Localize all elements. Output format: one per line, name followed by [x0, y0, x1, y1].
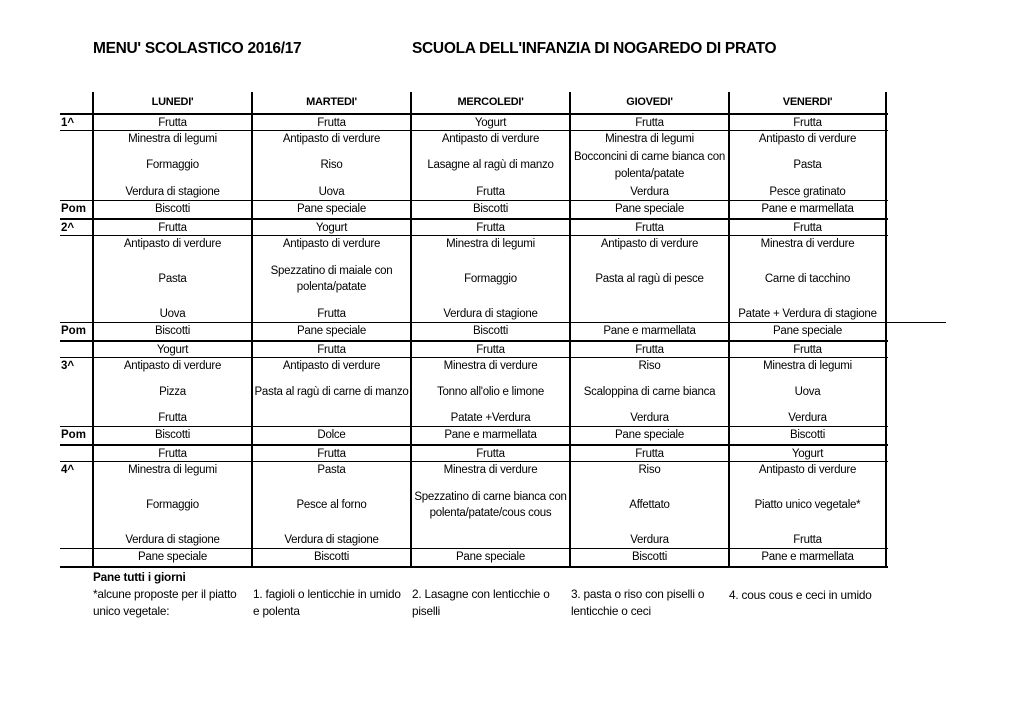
- dish: Formaggio: [146, 159, 199, 172]
- dish: [572, 306, 727, 322]
- table-row: [60, 426, 888, 444]
- dish: Antipasto di verdure: [282, 133, 381, 145]
- dish: Lasagne al ragù di manzo: [427, 159, 554, 172]
- main-course-cell: [728, 462, 887, 548]
- table-row: [60, 340, 888, 357]
- main-course-cell: [569, 358, 728, 426]
- fruit-cell: Yogurt: [92, 342, 251, 357]
- main-course-cell: [728, 236, 887, 322]
- dish: Affettato: [629, 498, 670, 511]
- snack-cell: Pane speciale: [569, 201, 728, 218]
- table-row: [60, 200, 888, 218]
- proposals-intro: *alcune proposte per il piatto unico vegetale:: [93, 587, 237, 618]
- main-course-cell: [410, 131, 569, 200]
- snack-cell: Pane speciale: [569, 427, 728, 444]
- main-course-cell: [251, 131, 410, 200]
- day-header: MARTEDI': [251, 92, 410, 113]
- proposal-item: 4. cous cous e ceci in umido: [729, 588, 872, 602]
- main-course-cell: [92, 236, 251, 322]
- snack-cell: Biscotti: [251, 549, 410, 566]
- dish: [254, 410, 409, 426]
- table-row: [60, 444, 888, 461]
- week-label: [60, 549, 92, 566]
- table-row: [60, 130, 888, 200]
- dish: Uova: [794, 385, 821, 398]
- snack-cell: Pane speciale: [92, 549, 251, 566]
- fruit-cell: Frutta: [569, 220, 728, 235]
- snack-cell: Pane speciale: [410, 549, 569, 566]
- week-label: [60, 342, 92, 357]
- dish: Pesce al forno: [296, 498, 367, 511]
- snack-cell: Biscotti: [92, 323, 251, 340]
- table-row: [60, 235, 888, 322]
- dish: [413, 532, 568, 548]
- main-course-cell: [251, 358, 410, 426]
- dish: Carne di tacchino: [764, 272, 851, 285]
- snack-cell: Dolce: [251, 427, 410, 444]
- table-row: [60, 357, 888, 426]
- dish: Uova: [159, 307, 186, 320]
- dish: Riso: [320, 159, 343, 172]
- fruit-cell: Frutta: [92, 220, 251, 235]
- fruit-cell: Frutta: [251, 115, 410, 130]
- dish: Patate +Verdura: [450, 411, 531, 424]
- main-course-cell: [569, 462, 728, 548]
- dish: Minestra di legumi: [605, 133, 694, 145]
- dish: Frutta: [793, 533, 822, 546]
- dish: Tonno all'olio e limone: [436, 385, 545, 398]
- fruit-cell: Frutta: [728, 342, 887, 357]
- main-course-cell: [569, 236, 728, 322]
- dish: Verdura: [630, 411, 669, 424]
- table-row: [60, 113, 888, 130]
- dish: Antipasto di verdure: [123, 238, 222, 250]
- fruit-cell: Frutta: [410, 342, 569, 357]
- week-label: [60, 131, 92, 200]
- dish: Minestra di legumi: [128, 133, 217, 145]
- dish: Antipasto di verdure: [282, 238, 381, 250]
- dish: Riso: [638, 360, 661, 372]
- dish: Antipasto di verdure: [600, 238, 699, 250]
- fruit-cell: Frutta: [251, 446, 410, 461]
- menu-title: MENU' SCOLASTICO 2016/17: [93, 40, 302, 57]
- dish: Minestra di verdure: [760, 238, 855, 250]
- dish: Formaggio: [146, 498, 199, 511]
- snack-cell: Pane e marmellata: [728, 201, 887, 218]
- fruit-cell: Frutta: [410, 220, 569, 235]
- snack-cell: Pane e marmellata: [569, 323, 728, 340]
- week-label: Pom: [61, 325, 86, 337]
- dish: Frutta: [158, 411, 187, 424]
- dish: Antipasto di verdure: [441, 133, 540, 145]
- main-course-cell: [569, 131, 728, 200]
- fruit-cell: Frutta: [569, 115, 728, 130]
- divider: [888, 322, 946, 323]
- table-row: [60, 548, 888, 566]
- dish: Pasta al ragù di pesce: [595, 273, 704, 285]
- week-label: Pom: [61, 429, 86, 441]
- fruit-cell: Frutta: [569, 342, 728, 357]
- dish: Verdura: [630, 185, 669, 198]
- main-course-cell: [728, 131, 887, 200]
- main-course-cell: [410, 462, 569, 548]
- dish: Minestra di legumi: [128, 464, 217, 476]
- fruit-cell: Frutta: [569, 446, 728, 461]
- main-course-cell: [728, 358, 887, 426]
- snack-cell: Biscotti: [92, 201, 251, 218]
- dish: Pizza: [159, 385, 186, 398]
- dish: Riso: [638, 464, 661, 476]
- dish: Scaloppina di carne bianca: [583, 385, 716, 398]
- dish: Antipasto di verdure: [758, 464, 857, 476]
- fruit-cell: Frutta: [251, 342, 410, 357]
- dish: Frutta: [317, 307, 346, 320]
- week-label: [60, 236, 92, 322]
- fruit-cell: Frutta: [92, 115, 251, 130]
- dish: Bocconcini di carne bianca con polenta/patate: [573, 151, 726, 180]
- dish: Antipasto di verdure: [282, 360, 381, 372]
- main-course-cell: [410, 358, 569, 426]
- day-header: MERCOLEDI': [410, 92, 569, 113]
- school-title: SCUOLA DELL'INFANZIA DI NOGAREDO DI PRATO: [412, 40, 777, 57]
- snack-cell: Biscotti: [728, 427, 887, 444]
- snack-cell: Biscotti: [569, 549, 728, 566]
- menu-table: [60, 92, 888, 568]
- snack-cell: Biscotti: [410, 323, 569, 340]
- main-course-cell: [410, 236, 569, 322]
- fruit-cell: Frutta: [410, 446, 569, 461]
- dish: Spezzatino di maiale con polenta/patate: [270, 264, 393, 293]
- main-course-cell: [92, 131, 251, 200]
- dish: Pasta al ragù di carne di manzo: [254, 386, 409, 398]
- week-label: 1^: [61, 117, 75, 129]
- snack-cell: Pane e marmellata: [410, 427, 569, 444]
- main-course-cell: [92, 358, 251, 426]
- fruit-cell: Yogurt: [410, 115, 569, 130]
- dish: Pasta: [793, 159, 822, 172]
- week-label: [60, 92, 92, 113]
- proposal-item: 1. fagioli o lenticchie in umido e polenta: [253, 587, 401, 618]
- fruit-cell: Frutta: [92, 446, 251, 461]
- footer-notes: [93, 569, 872, 618]
- main-course-cell: [92, 462, 251, 548]
- week-label: 4^: [61, 464, 75, 476]
- dish: Antipasto di verdure: [758, 133, 857, 145]
- fruit-cell: Frutta: [728, 115, 887, 130]
- day-header: VENERDI': [728, 92, 887, 113]
- week-label: 3^: [61, 360, 75, 372]
- dish: Verdura: [630, 533, 669, 546]
- bread-note: Pane tutti i giorni: [93, 570, 186, 584]
- week-label: Pom: [61, 203, 86, 215]
- dish: Pasta: [317, 464, 346, 476]
- snack-cell: Pane speciale: [251, 323, 410, 340]
- dish: Verdura di stagione: [443, 307, 538, 320]
- fruit-cell: Yogurt: [251, 220, 410, 235]
- snack-cell: Biscotti: [92, 427, 251, 444]
- main-course-cell: [251, 236, 410, 322]
- dish: Pasta: [158, 272, 187, 285]
- snack-cell: Pane speciale: [728, 323, 887, 340]
- table-row: [60, 218, 888, 235]
- week-label: 2^: [61, 222, 75, 234]
- dish: Verdura di stagione: [125, 533, 220, 546]
- main-course-cell: [251, 462, 410, 548]
- dish: Pesce gratinato: [769, 185, 846, 198]
- dish: Frutta: [476, 185, 505, 198]
- header-row: [60, 92, 888, 113]
- dish: Piatto unico vegetale*: [754, 498, 861, 511]
- day-header: LUNEDI': [92, 92, 251, 113]
- snack-cell: Biscotti: [410, 201, 569, 218]
- dish: Uova: [318, 185, 345, 198]
- dish: Formaggio: [464, 272, 517, 285]
- dish: Spezzatino di carne bianca con polenta/patate/cous cous: [414, 490, 567, 520]
- fruit-cell: Frutta: [728, 220, 887, 235]
- week-label: [60, 446, 92, 461]
- dish: Verdura di stagione: [284, 533, 379, 546]
- dish: Minestra di verdure: [443, 464, 538, 476]
- proposal-item: 3. pasta o riso con piselli o lenticchie o ceci: [571, 587, 705, 618]
- table-bottom-border: [60, 566, 888, 568]
- dish: Minestra di legumi: [763, 360, 852, 372]
- snack-cell: Pane e marmellata: [728, 549, 887, 566]
- fruit-cell: Yogurt: [728, 446, 887, 461]
- day-header: GIOVEDI': [569, 92, 728, 113]
- dish: Antipasto di verdure: [123, 360, 222, 372]
- snack-cell: Pane speciale: [251, 201, 410, 218]
- dish: Minestra di verdure: [443, 360, 538, 372]
- dish: Verdura di stagione: [125, 185, 220, 198]
- dish: Verdura: [788, 411, 827, 424]
- table-row: [60, 461, 888, 548]
- dish: Minestra di legumi: [446, 238, 535, 250]
- proposal-item: 2. Lasagne con lenticchie o piselli: [412, 587, 550, 618]
- dish: Patate + Verdura di stagione: [738, 307, 877, 320]
- table-row: [60, 322, 888, 340]
